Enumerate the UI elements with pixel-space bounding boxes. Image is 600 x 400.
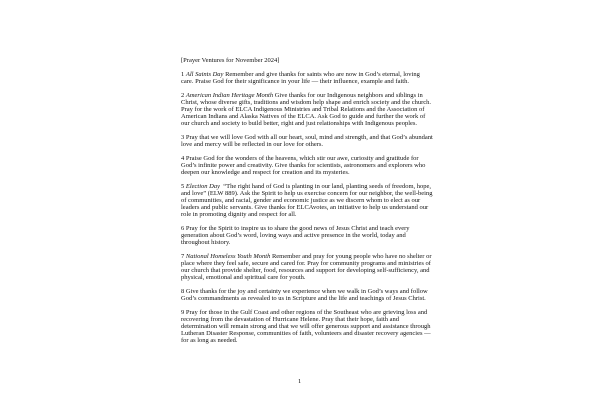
prayer-title: American Indian Heritage Month	[185, 92, 274, 99]
prayer-line	[181, 267, 431, 274]
prayer-text: Give thanks for the joy and certainty we experience when we walk in God’s ways and follow	[185, 288, 428, 295]
prayer-title: Election Day	[185, 183, 220, 190]
prayer-line	[181, 169, 431, 176]
prayer-item	[181, 225, 431, 246]
prayer-text: and love” (ELW 889). Ask the Spirit to help us exercise concern for our neighbor, the well-being	[181, 190, 433, 197]
prayer-line	[181, 316, 431, 323]
prayer-item	[181, 71, 431, 85]
prayer-line	[181, 260, 431, 267]
prayer-item	[181, 309, 431, 344]
prayer-item	[181, 134, 431, 148]
prayer-item	[181, 253, 431, 281]
prayer-text: deepen our knowledge and respect for creation and its mysteries.	[181, 169, 350, 176]
prayer-number: 9	[181, 309, 185, 316]
prayer-text: Remember and pray for young people who have no shelter or	[270, 253, 432, 260]
prayer-line	[181, 99, 431, 106]
prayer-title: National Homeless Youth Month	[185, 253, 271, 260]
prayer-line	[181, 295, 431, 302]
prayer-text: place where they feel safe, secure and cared for. Pray for community programs and ministries of	[181, 260, 431, 267]
document-header: [Prayer Ventures for November 2024]	[181, 57, 280, 64]
prayer-text: Christ, whose diverse gifts, traditions and wisdom help shape and enrich society and the church.	[181, 99, 432, 106]
prayer-line	[181, 274, 431, 281]
prayer-text: Pray for the work of ELCA Indigenous Ministries and Tribal Relations and the Association of	[181, 106, 425, 113]
prayer-text: of communities, and racial, gender and economic justice as we discern whom to elect as our	[181, 197, 421, 204]
prayer-text: throughout history.	[181, 239, 231, 246]
prayer-line	[181, 225, 431, 232]
prayer-line	[181, 162, 431, 169]
prayer-number: 2	[181, 92, 185, 99]
prayer-item	[181, 92, 431, 127]
prayer-line	[181, 239, 431, 246]
prayer-line	[181, 309, 431, 316]
prayer-text: Pray that we will love God with all our heart, soul, mind and strength, and that God’s abundant	[185, 134, 433, 141]
prayer-title: All Saints Day	[185, 71, 224, 78]
prayer-text: our church that provide shelter, food, resources and support for developing self-sufficiency, and	[181, 267, 430, 274]
prayer-text: Pray for those in the Gulf Coast and other regions of the Southeast who are grieving loss and	[185, 309, 428, 316]
prayer-number: 8	[181, 288, 185, 295]
prayer-line	[181, 323, 431, 330]
prayer-line	[181, 288, 431, 295]
prayer-text: Lutheran Disaster Response, communities of faith, volunteers and disaster recovery agencies —	[181, 330, 431, 337]
prayer-line	[181, 134, 431, 141]
prayer-line	[181, 71, 431, 78]
prayer-line	[181, 190, 431, 197]
prayer-line	[181, 197, 431, 204]
prayer-number: 3	[181, 134, 185, 141]
prayer-number: 4	[181, 155, 185, 162]
prayer-text: American Indians and Alaska Natives of the ELCA. Ask God to guide and further the work of	[181, 113, 426, 120]
prayer-text: Remember and give thanks for saints who are now in God’s eternal, loving	[223, 71, 420, 78]
prayer-line	[181, 183, 431, 190]
prayer-text: physical, emotional and spiritual care for youth.	[181, 274, 306, 281]
prayer-line	[181, 141, 431, 148]
prayer-text: Pray for the Spirit to inspire us to share the good news of Jesus Christ and teach every	[185, 225, 410, 232]
prayer-number: 5	[181, 183, 185, 190]
prayer-text: for as long as needed.	[181, 337, 238, 344]
prayer-line	[181, 337, 431, 344]
prayer-text: recovering from the devastation of Hurricane Helene. Pray that their hope, faith and	[181, 316, 400, 323]
prayer-line	[181, 78, 431, 85]
prayer-number: 6	[181, 225, 185, 232]
prayer-line	[181, 92, 431, 99]
page-number: 1	[298, 378, 302, 385]
prayer-text: determination will remain strong and that we will offer generous support and assistance through	[181, 323, 431, 330]
prayer-line	[181, 204, 431, 211]
prayer-number: 7	[181, 253, 185, 260]
prayer-line	[181, 155, 431, 162]
prayer-line	[181, 120, 431, 127]
prayer-item	[181, 288, 431, 302]
prayer-text: generation about God’s word, loving ways and active presence in the world, today and	[181, 232, 406, 239]
prayer-text: “The right hand of God is planting in our land, planting seeds of freedom, hope,	[220, 183, 432, 190]
prayer-line	[181, 232, 431, 239]
prayer-item	[181, 183, 431, 218]
prayer-text: leaders and public servants. Give thanks for ELCAvotes, an initiative to help us understand our	[181, 204, 429, 211]
prayer-item	[181, 155, 431, 176]
prayer-line	[181, 211, 431, 218]
prayer-number: 1	[181, 71, 185, 78]
prayer-text: care. Praise God for their significance in your life — their influence, example and faith.	[181, 78, 409, 85]
prayer-line	[181, 113, 431, 120]
prayer-text: our church and society to build better, right and just relationships with Indigenous peoples.	[181, 120, 418, 127]
prayer-line	[181, 106, 431, 113]
prayer-line	[181, 330, 431, 337]
document-page	[181, 57, 431, 351]
prayer-text: Give thanks for our Indigenous neighbors and siblings in	[273, 92, 423, 99]
prayer-text: God’s commandments as revealed to us in Scripture and the life and teachings of Jesus Christ.	[181, 295, 426, 302]
prayer-text: role in promoting dignity and respect for all.	[181, 211, 297, 218]
prayer-text: God’s infinite power and creativity. Give thanks for scientists, astronomers and explorers who	[181, 162, 426, 169]
prayer-list	[181, 71, 431, 344]
prayer-text: Praise God for the wonders of the heavens, which stir our awe, curiosity and gratitude for	[185, 155, 419, 162]
prayer-text: love and mercy will be reflected in our love for others.	[181, 141, 324, 148]
prayer-line	[181, 253, 431, 260]
